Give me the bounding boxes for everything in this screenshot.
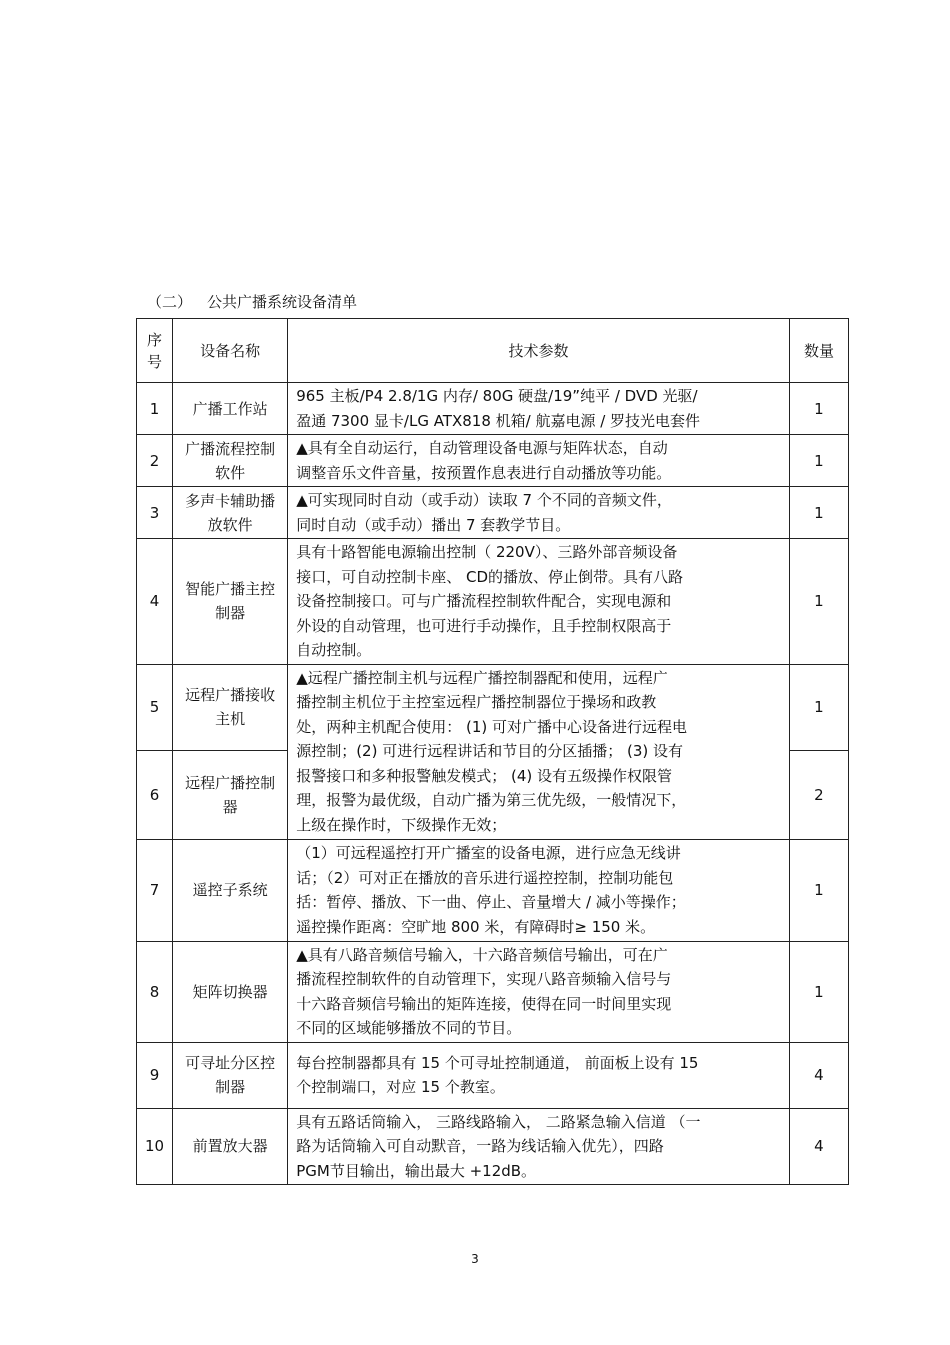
row-name: 广播工作站 (173, 383, 288, 435)
row-index: 2 (137, 435, 173, 487)
row-qty: 1 (789, 435, 848, 487)
row-params-merged: ▲远程广播控制主机与远程广播控制器配和使用，远程广 播控制主机位于主控室远程广播控制器位于操场和政教 处，两种主机配合使用： (1) 可对广播中心设备进行远程电 源控制；(2) 可进行远程讲话和节目的分区插播； (3) 设有 报警接口和多种报警触发模式； (4) 设有五级操作权限管 理，报警为最优级，自动广播为第三优先级，一般情况下， 上级在操作时，下级操作无效； (288, 664, 790, 839)
row-name: 遥控子系统 (173, 839, 288, 941)
row-index: 4 (137, 539, 173, 665)
table-row (137, 1108, 849, 1185)
row-name: 可寻址分区控制器 (173, 1042, 288, 1108)
table-row (137, 383, 849, 435)
row-index: 3 (137, 487, 173, 539)
row-name: 远程广播接收主机 (173, 664, 288, 750)
row-qty: 4 (789, 1108, 848, 1185)
section-heading: 公共广播系统设备清单 (207, 293, 358, 311)
header-params: 技术参数 (288, 319, 790, 383)
row-params: 具有十路智能电源输出控制（ 220V）、三路外部音频设备 接口，可自动控制卡座、 CD的播放、停止倒带。具有八路 设备控制接口。可与广播流程控制软件配合，实现电源和 外设的自动管理，也可进行手动操作，且手控制权限高于 自动控制。 (288, 539, 790, 665)
section-title (147, 292, 357, 312)
row-params: （1）可远程遥控打开广播室的设备电源，进行应急无线讲 话；（2）可对正在播放的音乐进行遥控控制，控制功能包 括：暂停、播放、下一曲、停止、音量增大 / 减小等操作； 遥控操作距离：空旷地 800 米，有障碍时≥ 150 米。 (288, 839, 790, 941)
page-number: 3 (471, 1252, 479, 1266)
row-qty: 1 (789, 383, 848, 435)
row-qty: 2 (789, 750, 848, 839)
row-params: ▲具有八路音频信号输入，十六路音频信号输出，可在广 播流程控制软件的自动管理下，实现八路音频输入信号与 十六路音频信号输出的矩阵连接，使得在同一时间里实现 不同的区域能够播放不同的节目。 (288, 941, 790, 1042)
table-row (137, 664, 849, 750)
row-params: 具有五路话筒输入， 三路线路输入， 二路紧急输入信道 （一 路为话筒输入可自动默音，一路为线话输入优先），四路 PGM节目输出，输出最大 +12dB。 (288, 1108, 790, 1185)
row-params: 每台控制器都具有 15 个可寻址控制通道， 前面板上设有 15 个控制端口，对应 15 个教室。 (288, 1042, 790, 1108)
header-qty: 数量 (789, 319, 848, 383)
row-index: 1 (137, 383, 173, 435)
row-index: 7 (137, 839, 173, 941)
row-name: 前置放大器 (173, 1108, 288, 1185)
row-name: 智能广播主控制器 (173, 539, 288, 665)
table-row (137, 1042, 849, 1108)
section-number: （二） (147, 293, 193, 311)
row-qty: 4 (789, 1042, 848, 1108)
row-params: ▲可实现同时自动（或手动）读取 7 个不同的音频文件， 同时自动（或手动）播出 7 套教学节目。 (288, 487, 790, 539)
equipment-table (136, 318, 849, 1185)
row-index: 6 (137, 750, 173, 839)
table-row (137, 435, 849, 487)
row-qty: 1 (789, 839, 848, 941)
row-index: 8 (137, 941, 173, 1042)
table-row (137, 839, 849, 941)
header-name: 设备名称 (173, 319, 288, 383)
row-qty: 1 (789, 487, 848, 539)
row-index: 5 (137, 664, 173, 750)
row-index: 9 (137, 1042, 173, 1108)
row-qty: 1 (789, 941, 848, 1042)
row-params: ▲具有全自动运行，自动管理设备电源与矩阵状态，自动 调整音乐文件音量，按预置作息表进行自动播放等功能。 (288, 435, 790, 487)
table-header-row (137, 319, 849, 383)
row-qty: 1 (789, 664, 848, 750)
row-params: 965 主板/P4 2.8/1G 内存/ 80G 硬盘/19”纯平 / DVD 光驱/ 盈通 7300 显卡/LG ATX818 机箱/ 航嘉电源 / 罗技光电套件 (288, 383, 790, 435)
row-name: 远程广播控制器 (173, 750, 288, 839)
table-row (137, 487, 849, 539)
row-index: 10 (137, 1108, 173, 1185)
row-name: 矩阵切换器 (173, 941, 288, 1042)
row-qty: 1 (789, 539, 848, 665)
table-row (137, 539, 849, 665)
header-index: 序 号 (137, 319, 173, 383)
table-row (137, 941, 849, 1042)
row-name: 多声卡辅助播放软件 (173, 487, 288, 539)
row-name: 广播流程控制软件 (173, 435, 288, 487)
